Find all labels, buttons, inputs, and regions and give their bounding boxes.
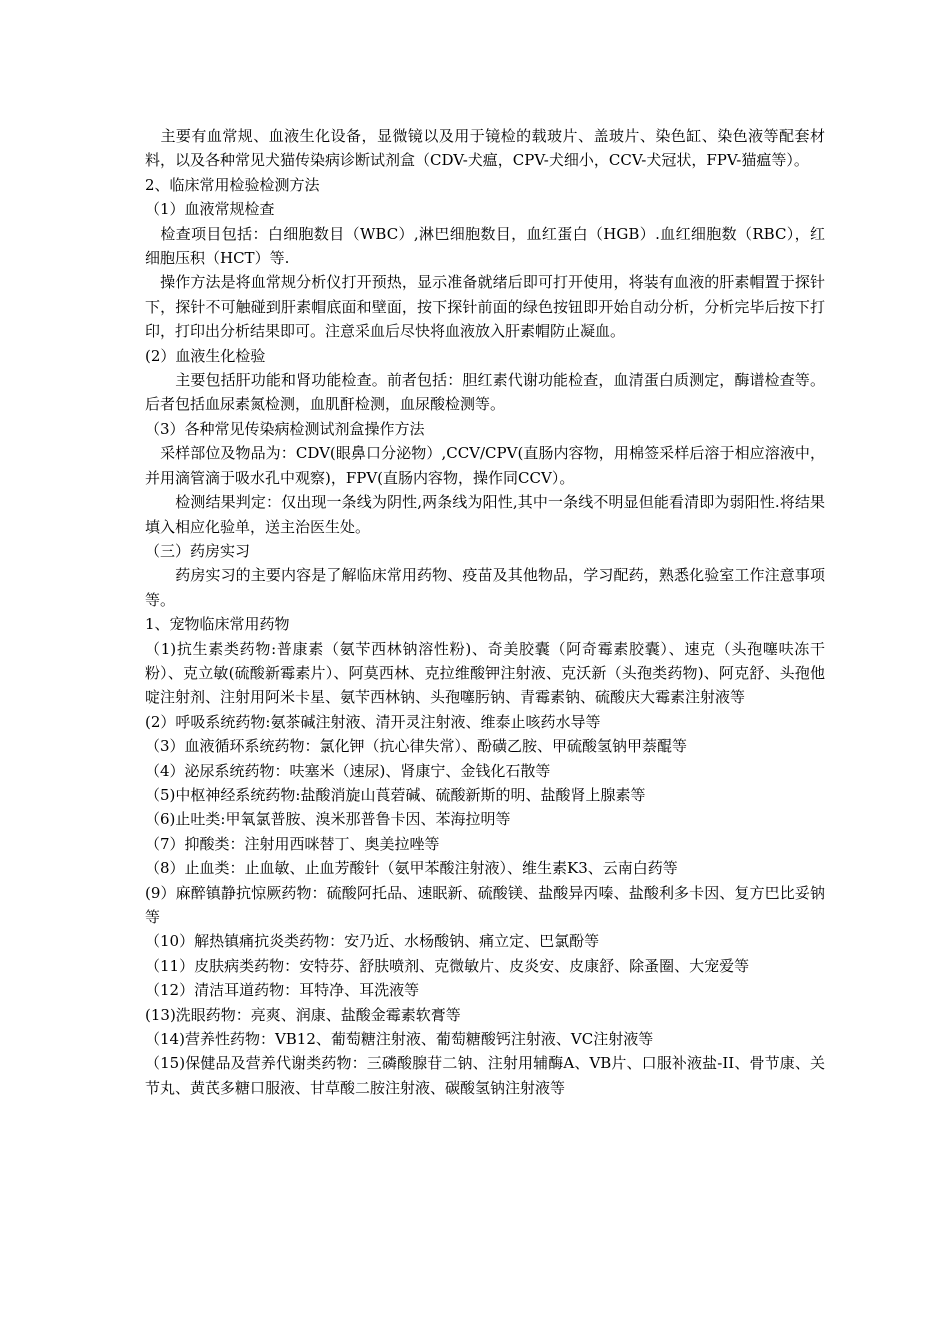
section-heading: 2、临床常用检验检测方法	[145, 175, 320, 194]
list-item: （8）止血类：止血敏、止血芳酸针（氨甲苯酸注射液）、维生素K3、云南白药等	[145, 859, 678, 878]
subsection-heading: (2）血液生化检验	[145, 346, 266, 365]
list-item: （5)中枢神经系统药物:盐酸消旋山莨菪碱、硫酸新斯的明、盐酸肾上腺素等	[145, 785, 646, 804]
paragraph: 采样部位及物品为：CDV(眼鼻口分泌物）,CCV/CPV(直肠内容物，用棉签采样后溶于相应溶液中，并用滴管滴于吸水孔中观察)，FPV(直肠内容物，操作同CCV）。	[145, 444, 825, 487]
list-item: （12）清洁耳道药物：耳特净、耳洗液等	[145, 981, 420, 1000]
list-item: （11）皮肤病类药物：安特芬、舒肤喷剂、克微敏片、皮炎安、皮康舒、除蚤圈、大宠爱等	[145, 956, 750, 975]
list-item: （7）抑酸类：注射用西咪替丁、奥美拉唑等	[145, 834, 440, 853]
list-item: （14)营养性药物：VB12、葡萄糖注射液、葡萄糖酸钙注射液、VC注射液等	[145, 1030, 654, 1049]
list-item: (9）麻醉镇静抗惊厥药物：硫酸阿托品、速眠新、硫酸镁、盐酸异丙嗪、盐酸利多卡因、复方巴比妥钠等	[145, 883, 825, 926]
list-item: （10）解热镇痛抗炎类药物：安乃近、水杨酸钠、痛立定、巴氯酚等	[145, 932, 600, 951]
subsection-heading: （3）各种常见传染病检测试剂盒操作方法	[145, 419, 425, 438]
list-item: （15)保健品及营养代谢类药物：三磷酸腺苷二钠、注射用辅酶A、VB片、口服补液盐-II、骨节康、关节丸、黄芪多糖口服液、甘草酸二胺注射液、碳酸氢钠注射液等	[145, 1054, 825, 1097]
paragraph: 药房实习的主要内容是了解临床常用药物、疫苗及其他物品，学习配药，熟悉化验室工作注意事项等。	[145, 566, 825, 609]
list-item: （1)抗生素类药物:普康素（氨苄西林钠溶性粉)、奇美胶囊（阿奇霉素胶囊）、速克（头孢噻呋冻干粉）、克立敏(硫酸新霉素片）、阿莫西林、克拉维酸钾注射液、克沃新（头孢类药物)、阿克舒、头孢他啶注射剂、注射用阿米卡星、氨苄西林钠、头孢噻肟钠、青霉素钠、硫酸庆大霉素注射液等	[145, 639, 825, 707]
section-heading: 1、宠物临床常用药物	[145, 615, 290, 634]
list-item: （6)止吐类:甲氧氯普胺、溴米那普鲁卡因、苯海拉明等	[145, 810, 511, 829]
list-item: （4）泌尿系统药物：呋塞米（速尿)、肾康宁、金钱化石散等	[145, 761, 551, 780]
paragraph: 操作方法是将血常规分析仪打开预热，显示准备就绪后即可打开使用，将装有血液的肝素帽置于探针下，探针不可触碰到肝素帽底面和壁面，按下探针前面的绿色按钮即开始自动分析，分析完毕后按下打印，打印出分析结果即可。注意采血后尽快将血液放入肝素帽防止凝血。	[145, 273, 825, 341]
paragraph: 检测结果判定：仅出现一条线为阴性,两条线为阳性,其中一条线不明显但能看清即为弱阳性.将结果填入相应化验单，送主治医生处。	[145, 493, 825, 536]
paragraph: 检查项目包括：白细胞数目（WBC）,淋巴细胞数目，血红蛋白（HGB）.血红细胞数（RBC），红细胞压积（HCT）等.	[145, 224, 825, 268]
list-item: (13)洗眼药物：亮爽、润康、盐酸金霉素软膏等	[145, 1005, 461, 1024]
paragraph: 主要包括肝功能和肾功能检查。前者包括：胆红素代谢功能检查，血清蛋白质测定，酶谱检查等。后者包括血尿素氮检测，血肌酐检测，血尿酸检测等。	[145, 371, 825, 414]
list-item: (2）呼吸系统药物:氨茶碱注射液、清开灵注射液、维泰止咳药水导等	[145, 712, 601, 731]
list-item: （3）血液循环系统药物：氯化钾（抗心律失常）、酚磺乙胺、甲硫酸氢钠甲萘醌等	[145, 737, 688, 756]
subsection-heading: （1）血液常规检查	[145, 200, 275, 219]
document-body	[145, 124, 825, 1100]
section-heading: （三）药房实习	[145, 541, 251, 560]
paragraph: 主要有血常规、血液生化设备，显微镜以及用于镜检的载玻片、盖玻片、染色缸、染色液等配套材料，以及各种常见犬猫传染病诊断试剂盒（CDV-犬瘟，CPV-犬细小，CCV-犬冠状，FPV-猫瘟等）。	[145, 127, 825, 170]
